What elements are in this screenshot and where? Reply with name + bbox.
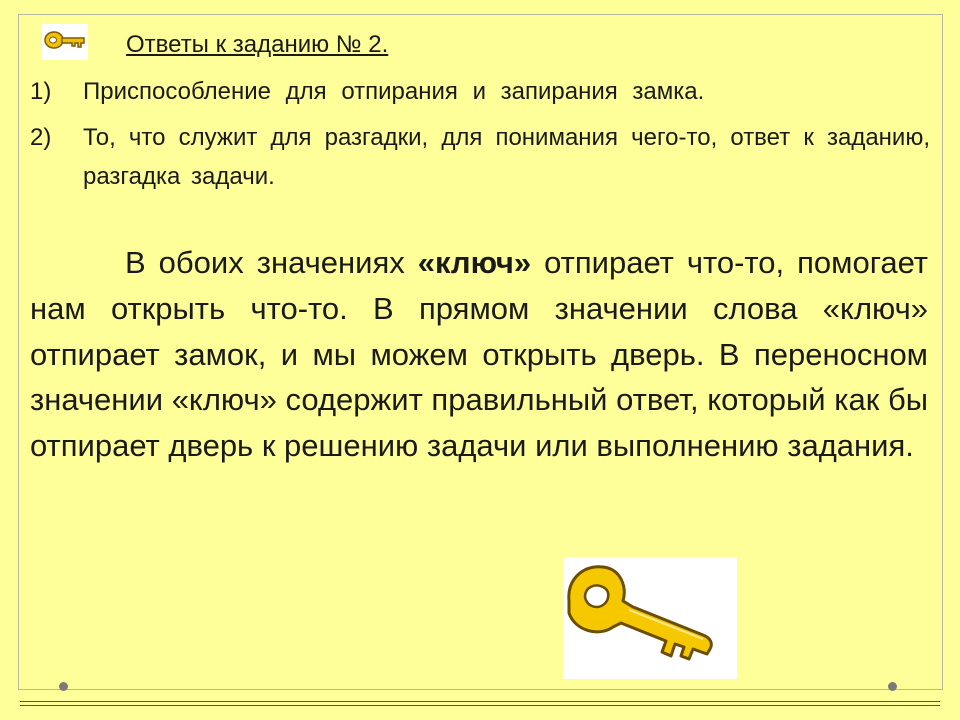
- page-title: Ответы к заданию № 2.: [126, 31, 389, 58]
- bottom-left-dot: [59, 682, 68, 691]
- answer-item-2: [30, 118, 930, 196]
- answer-text: То, что служит для разгадки, для понимания чего-то, ответ к заданию, разгадка задачи.: [83, 124, 930, 190]
- bottom-divider: [20, 701, 940, 702]
- bottom-right-dot: [888, 682, 897, 691]
- answer-number: 1): [30, 78, 52, 105]
- key-word: «ключ»: [417, 245, 532, 280]
- answer-number: 2): [30, 124, 52, 151]
- explanation-paragraph: [30, 240, 928, 469]
- large-key-icon: [563, 557, 737, 679]
- small-key-icon: [42, 24, 88, 60]
- paragraph-part-1: В обоих значениях: [125, 245, 418, 280]
- paragraph-part-2: отпирает что-то, помогает нам открыть что-то. В прямом значении слова «ключ» отпирает замок, и мы можем открыть дверь. В переносном значении «ключ» содержит правильный ответ, который как бы отпирает дверь к решению задачи или выполнению задания.: [30, 245, 928, 464]
- bottom-divider: [20, 705, 940, 706]
- answer-text: Приспособление для отпирания и запирания замка.: [83, 78, 705, 105]
